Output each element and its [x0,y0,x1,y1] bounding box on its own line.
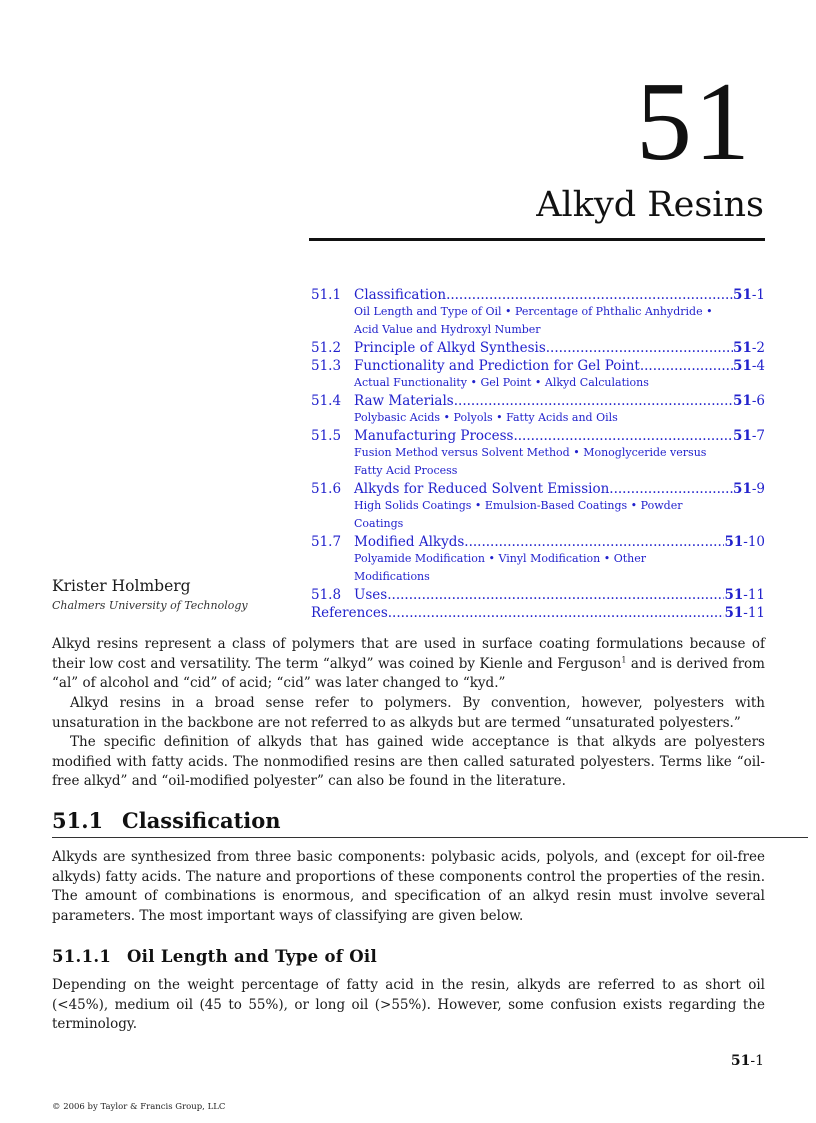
toc-subtopics[interactable]: Polybasic Acids • Polyols • Fatty Acids and Oils [354,411,618,424]
toc-leader-dots [446,287,733,304]
section-paragraph: Alkyds are synthesized from three basic components: polybasic acids, polyols, and (except for oil-free alkyds) fatty acids. The nature and proportions of these components control the properties of the resin. The amount of combinations is enormous, and specification of an alkyd resin must involve several parameters. The most important ways of classifying are given below. [52,849,765,924]
author-name: Krister Holmberg [52,577,191,595]
toc-link[interactable] [311,605,765,622]
toc-entry [311,534,765,585]
toc-link[interactable] [311,481,765,498]
chapter-title: Alkyd Resins [536,185,764,225]
subsection-paragraph: Depending on the weight percentage of fatty acid in the resin, alkyds are referred to as short oil (<45%), medium oil (45 to 55%), or long oil (>55%). However, some confusion exists regarding the terminology. [52,977,765,1032]
toc-page: 51-9 [733,481,765,497]
toc-title: References [311,605,388,621]
page-number: 51-1 [730,1053,764,1069]
toc-link[interactable] [311,534,765,551]
section-title: Classification [122,808,281,833]
intro-paragraph-3: The specific definition of alkyds that has gained wide acceptance is that alkyds are polyesters modified with fatty acids. The nonmodified resins are then called saturated polyesters. Terms like “oil-free alkyd” and “oil-modified polyester” can also be found in the literature. [52,734,765,789]
toc-leader-dots [609,481,733,498]
toc-leader-dots [464,534,724,551]
toc-title: Alkyds for Reduced Solvent Emission [354,481,610,497]
toc-entry [311,481,765,532]
toc-entry [311,605,765,622]
section-heading [52,808,281,833]
toc-title: Classification [354,287,447,303]
toc-subtopics[interactable]: Fatty Acid Process [354,464,458,477]
toc-title: Principle of Alkyd Synthesis [354,340,546,356]
toc-title: Uses [354,587,388,603]
intro-paragraph-1: Alkyd resins represent a class of polymers that are used in surface coating formulations because of their low cost and versatility. The term “alkyd” was coined by Kienle and Ferguson$^1$ and is derived from “al” of alcohol and “cid” of acid; “cid” was later changed to “kyd.” [52,636,765,691]
toc-subtopics[interactable]: Coatings [354,517,404,530]
toc-entry [311,428,765,479]
toc-title: Raw Materials [354,393,454,409]
toc-entry [311,358,765,391]
toc-subtopics[interactable]: Modifications [354,570,430,583]
toc-leader-dots [513,428,733,445]
toc-number: 51.8 [311,587,342,603]
toc-subtopics[interactable]: Actual Functionality • Gel Point • Alkyd Calculations [354,376,649,389]
intro-paragraph-2: Alkyd resins in a broad sense refer to polymers. By convention, however, polyesters with unsaturation in the backbone are not referred to as alkyds but are termed “unsaturated polyesters.” [52,695,765,731]
toc-entry [311,587,765,604]
toc-leader-dots [640,358,733,375]
toc-link[interactable] [311,587,765,604]
section-number: 51.1 [52,808,104,833]
copyright-notice: © 2006 by Taylor & Francis Group, LLC [52,1102,226,1112]
title-rule [309,238,765,241]
toc-link[interactable] [311,340,765,357]
footnote-reference[interactable]: 1 [621,655,627,664]
toc-link[interactable] [311,428,765,445]
section-rule [52,837,808,838]
toc-entry [311,340,765,357]
toc-link[interactable] [311,393,765,410]
toc-number: 51.5 [311,428,342,444]
toc-leader-dots [454,393,733,410]
chapter-number: 51 [636,60,752,184]
subsection-heading [52,947,377,966]
toc-number: 51.1 [311,287,342,303]
toc-page: 51-11 [724,605,765,621]
toc-title: Modified Alkyds [354,534,465,550]
toc-page: 51-10 [724,534,765,550]
toc-entry [311,393,765,426]
toc-subtopics[interactable]: High Solids Coatings • Emulsion-Based Coatings • Powder [354,499,683,512]
toc-subtopics[interactable]: Polyamide Modification • Vinyl Modification • Other [354,552,646,565]
toc-title: Functionality and Prediction for Gel Point [354,358,640,374]
toc-subtopics[interactable]: Acid Value and Hydroxyl Number [354,323,541,336]
toc-subtopics[interactable]: Fusion Method versus Solvent Method • Monoglyceride versus [354,446,707,459]
toc-entry [311,287,765,338]
toc-leader-dots [546,340,733,357]
toc-number: 51.6 [311,481,342,497]
toc-leader-dots [388,605,725,622]
toc-number: 51.2 [311,340,342,356]
toc-title: Manufacturing Process [354,428,514,444]
subsection-number: 51.1.1 [52,947,112,966]
toc-number: 51.7 [311,534,342,550]
subsection-title: Oil Length and Type of Oil [127,947,378,966]
toc-leader-dots [387,587,724,604]
toc-link[interactable] [311,287,765,304]
toc-number: 51.3 [311,358,342,374]
toc-number: 51.4 [311,393,342,409]
author-affiliation: Chalmers University of Technology [52,599,248,612]
toc-page: 51-4 [733,358,765,374]
toc-page: 51-1 [733,287,765,303]
toc-page: 51-7 [733,428,765,444]
toc-subtopics[interactable]: Oil Length and Type of Oil • Percentage of Phthalic Anhydride • [354,305,713,318]
toc-page: 51-11 [724,587,765,603]
table-of-contents [311,287,765,623]
toc-link[interactable] [311,358,765,375]
toc-page: 51-2 [733,340,765,356]
toc-page: 51-6 [733,393,765,409]
